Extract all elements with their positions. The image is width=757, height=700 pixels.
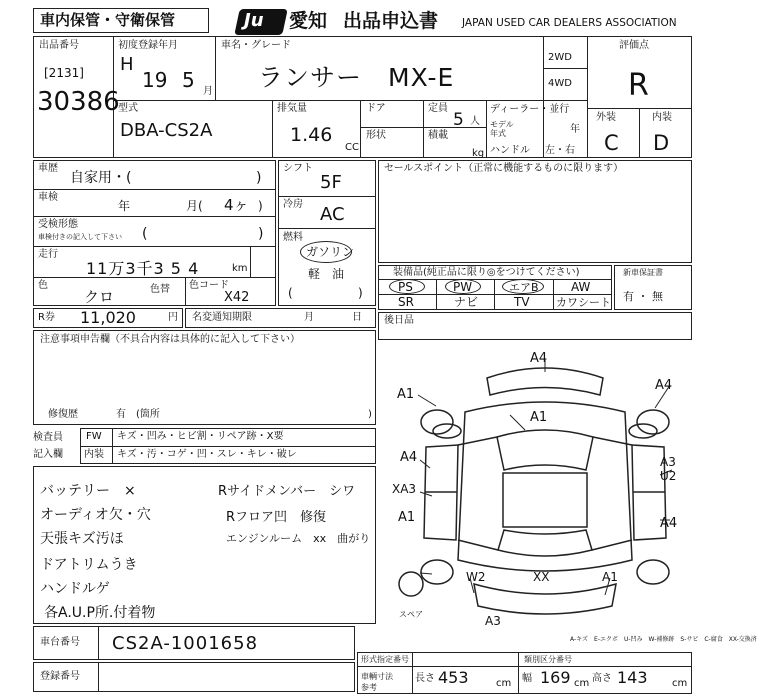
- recycle-unit: 円: [168, 312, 178, 323]
- inspector-label2: 記入欄: [33, 449, 63, 460]
- spare-tire-shape: [399, 572, 423, 596]
- warranty-values: 有 ・ 無: [623, 290, 663, 303]
- remark-3: 天張キズ汚ほ: [40, 531, 124, 547]
- inspection-close: ): [258, 199, 263, 213]
- ju-logo-text: Ju: [244, 10, 264, 31]
- model-year-sub: 年式: [490, 129, 506, 138]
- shape-label: 形状: [366, 130, 386, 141]
- roof-shape: [503, 473, 587, 527]
- lot-number: 30386: [37, 87, 120, 117]
- handle-label: ハンドル: [490, 145, 530, 156]
- damage-left-low: XA3: [392, 482, 417, 496]
- class-number-label: 類別区分番号: [524, 655, 572, 664]
- ac-value: AC: [320, 204, 345, 225]
- registration-era: H: [120, 54, 134, 75]
- load-label: 積載: [428, 130, 448, 141]
- repair-close: ): [368, 409, 372, 420]
- length-unit: cm: [496, 678, 512, 689]
- inspector-interior-label: 内装: [84, 449, 104, 460]
- color-code-label: 色コード: [189, 280, 229, 291]
- equipment-sr: SR: [398, 295, 414, 309]
- approval-open: (: [142, 226, 148, 242]
- damage-center: A1: [530, 410, 548, 425]
- height-label: 高さ: [592, 673, 612, 684]
- dimensions-label: 車輌寸法: [361, 672, 393, 681]
- org-name: 愛知: [289, 10, 328, 32]
- history-close: ): [256, 170, 262, 186]
- inspector-label: 検査員: [33, 432, 63, 443]
- rear-bumper-shape: [474, 584, 616, 614]
- grade-label: 評価点: [619, 40, 649, 51]
- fuel-paren-open: (: [288, 286, 293, 300]
- form-number-label: 形式指定番号: [361, 655, 409, 664]
- inspector-exterior-items: キズ・凹み・ヒビ割・リペア跡・X要: [117, 431, 284, 442]
- body-outline-shape: [458, 402, 632, 571]
- equipment-aw: AW: [571, 280, 591, 294]
- displacement-label: 排気量: [277, 103, 307, 114]
- registration-label: 初度登録年月: [118, 40, 178, 51]
- notes-label: 注意事項申告欄（不具合内容は具体的に記入して下さい）: [40, 334, 300, 345]
- model-year-label: モデル: [490, 120, 514, 129]
- equipment-navi: ナビ: [454, 295, 479, 309]
- damage-left-low2: A1: [398, 510, 416, 525]
- shift-value: 5F: [320, 172, 342, 193]
- divider: [412, 652, 413, 694]
- association-name: JAPAN USED CAR DEALERS ASSOCIATION: [462, 17, 677, 29]
- damage-right-low: A4: [660, 516, 678, 531]
- drive-4wd: 4WD: [548, 78, 572, 89]
- divider: [98, 626, 99, 660]
- color-value: クロ: [84, 288, 115, 306]
- form-title: 出品申込書: [343, 10, 439, 32]
- registration-month-unit: 月: [203, 86, 213, 97]
- wheel-fl: [421, 410, 453, 434]
- handle-values: 左・右: [545, 145, 575, 156]
- inspection-month: 月(: [186, 199, 203, 213]
- interior-grade-label: 内装: [652, 112, 672, 123]
- remark-4: ドアトリムうき: [40, 557, 138, 573]
- width-unit: cm: [574, 678, 590, 689]
- capacity: 5: [453, 110, 464, 130]
- front-bumper-shape: [487, 368, 603, 395]
- rear-glass-shape: [498, 530, 592, 556]
- fuel-diesel: 軽 油: [308, 267, 345, 281]
- inspector-interior-items: キズ・汚・コゲ・凹・スレ・キレ・破レ: [117, 449, 297, 460]
- remark-1: バッテリー ×: [40, 483, 136, 499]
- damage-legend: A-キズ E-エクボ U-凹み W-補修跡 S-サビ C-腐食 XX-交換済: [570, 636, 757, 643]
- remark-6: 各A.U.P所.付着物: [44, 605, 156, 621]
- length-value: 453: [438, 668, 469, 687]
- equipment-ps: PS: [398, 280, 413, 294]
- damage-bottom-center: XX: [533, 570, 550, 584]
- divider: [98, 662, 99, 692]
- wheel-fr: [637, 410, 669, 434]
- wheel-rr: [637, 560, 669, 584]
- damage-top: A4: [530, 351, 548, 366]
- equipment-pw: PW: [453, 280, 473, 294]
- lot-number-label: 出品番号: [39, 40, 79, 51]
- kg-unit: kg: [472, 148, 485, 159]
- registration-number-box: [33, 662, 355, 692]
- divider: [357, 666, 692, 667]
- shift-label: シフト: [283, 163, 313, 174]
- model-label: 車名・グレード: [221, 40, 291, 51]
- storage-category: 車内保管・守衛保管: [40, 11, 176, 29]
- length-label: 長さ: [415, 673, 435, 684]
- sales-point-label: セールスポイント（正常に機能するものに限ります）: [384, 163, 624, 174]
- mileage-label: 走行: [38, 249, 58, 260]
- inspection-handwritten: 4ヶ: [224, 196, 249, 214]
- displacement: 1.46: [290, 124, 333, 146]
- exterior-grade: C: [604, 131, 619, 155]
- recycle-label: R券: [38, 312, 55, 323]
- remark-right-1: Rサイドメンバー シワ: [218, 484, 356, 499]
- tax-label: 名変通知期限: [192, 312, 252, 323]
- mileage-unit: km: [232, 263, 248, 274]
- chassis-number: CS2A-1001658: [112, 633, 259, 654]
- grade-score: R: [628, 68, 649, 103]
- repair-value: 有 (箇所: [116, 409, 160, 420]
- fuel-paren-close: ): [358, 286, 363, 300]
- width-label: 幅: [522, 673, 532, 684]
- damage-bottom-right: A1: [602, 570, 618, 584]
- remark-5: ハンドルゲ: [40, 581, 110, 597]
- inspector-fw: FW: [86, 431, 102, 442]
- spare-label: スペア: [399, 610, 423, 619]
- tax-month: 月: [304, 312, 314, 323]
- dealer-label: ディーラー・並行: [490, 104, 570, 115]
- history-value: 自家用・(: [70, 170, 132, 186]
- doors-label: ドア: [366, 103, 386, 114]
- registration-month: 5: [182, 68, 195, 92]
- approval-sub: 車検付きの記入して下さい: [38, 233, 122, 241]
- damage-right-mid: A3 U2: [660, 455, 677, 483]
- type-label: 型式: [118, 103, 138, 114]
- equipment-label: 装備品(純正品に限り◎をつけてください): [393, 267, 580, 278]
- registration-number-label: 登録番号: [40, 671, 80, 682]
- approval-label: 受検形態: [38, 219, 78, 230]
- exterior-grade-label: 外装: [596, 112, 616, 123]
- remark-right-3: エンジンルーム xx 曲がり: [226, 532, 371, 545]
- history-label: 車歴: [38, 163, 58, 174]
- remark-right-2: Rフロア凹 修復: [226, 510, 327, 525]
- drive-2wd: 2WD: [548, 52, 572, 63]
- repair-label: 修復歴: [48, 409, 78, 420]
- color-change-label: 色替: [150, 284, 170, 295]
- model-name: ランサー MX-E: [258, 63, 455, 92]
- equipment-airbag: エアB: [509, 281, 539, 294]
- cc-unit: CC: [345, 142, 359, 153]
- height-value: 143: [617, 668, 648, 687]
- damage-bottom-left: W2: [466, 570, 486, 584]
- capacity-unit: 人: [470, 116, 480, 127]
- wheel-rl: [421, 560, 453, 584]
- color-label: 色: [38, 280, 48, 291]
- equipment-seat: カワシート: [556, 296, 611, 309]
- model-type: DBA-CS2A: [120, 120, 213, 141]
- registration-year: 19: [142, 68, 168, 92]
- ac-label: 冷房: [283, 199, 303, 210]
- capacity-label: 定員: [428, 103, 448, 114]
- inspection-year: 年: [118, 199, 131, 213]
- mileage: 11万3千3 5 4: [86, 259, 200, 278]
- remark-2: オーディオ欠・穴: [40, 507, 151, 523]
- divider: [518, 652, 519, 694]
- damage-right-upper: A4: [655, 378, 673, 393]
- damage-left-mid: A4: [400, 450, 418, 465]
- lot-number-small: [2131]: [44, 66, 84, 80]
- color-code: X42: [224, 290, 250, 305]
- recycle-value: 11,020: [80, 308, 136, 327]
- year-unit: 年: [570, 124, 580, 135]
- fuel-gasoline: ガソリン: [306, 245, 355, 259]
- interior-grade: D: [653, 131, 670, 155]
- approval-close: ): [258, 226, 264, 242]
- warranty-label: 新車保証書: [623, 268, 663, 277]
- fuel-label: 燃料: [283, 232, 303, 243]
- damage-rear: A3: [485, 614, 501, 628]
- chassis-label: 車台番号: [40, 637, 80, 648]
- equipment-tv: TV: [514, 295, 530, 309]
- width-value: 169: [540, 668, 571, 687]
- damage-left-upper: A1: [397, 387, 415, 402]
- height-unit: cm: [672, 678, 688, 689]
- tax-day: 日: [352, 312, 362, 323]
- inspection-label: 車検: [38, 192, 58, 203]
- windshield-shape: [497, 430, 593, 470]
- dimensions-ref: 参考: [361, 683, 377, 692]
- later-label: 後日品: [384, 315, 414, 326]
